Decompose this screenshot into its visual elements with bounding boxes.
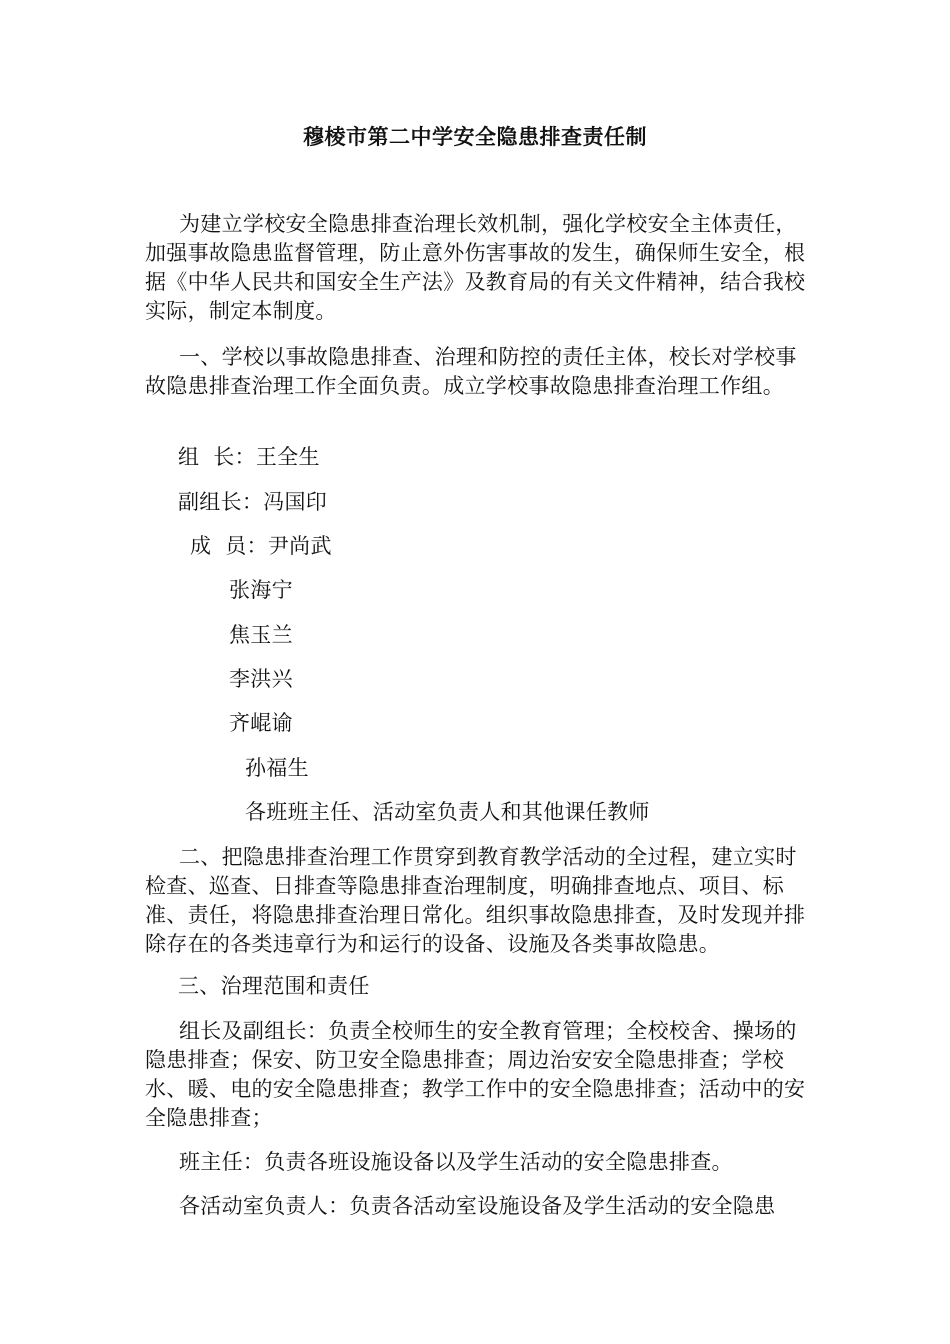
group-deputy: 副组长：冯国印: [178, 490, 328, 514]
section-2-paragraph: 二、把隐患排查治理工作贯穿到教育教学活动的全过程，建立实时检查、巡查、日排查等隐患排查治理制度，明确排查地点、项目、标准、责任，将隐患排查治理日常化。组织事故隐患排查，及时发现并排除存在的各类违章行为和运行的设备、设施及各类事故隐患。: [145, 845, 806, 956]
section-1-paragraph: 一、学校以事故隐患排查、治理和防控的责任主体，校长对学校事故隐患排查治理工作全面负责。成立学校事故隐患排查治理工作组。: [145, 345, 797, 398]
intro-paragraph: 为建立学校安全隐患排查治理长效机制，强化学校安全主体责任，加强事故隐患监督管理，防止意外伤害事故的发生，确保师生安全，根据《中华人民共和国安全生产法》及教育局的有关文件精神，结合我校实际，制定本制度。: [145, 212, 806, 323]
teacher-duty-paragraph: 班主任：负责各班设施设备以及学生活动的安全隐患排查。: [179, 1150, 733, 1174]
group-member-first: 成 员：尹尚武: [190, 534, 332, 558]
group-member: 孙福生: [245, 756, 309, 780]
document-title: 穆棱市第二中学安全隐患排查责任制: [303, 125, 647, 149]
section-3-heading: 三、治理范围和责任: [178, 974, 370, 998]
group-member-others: 各班班主任、活动室负责人和其他课任教师: [245, 800, 650, 824]
group-member: 李洪兴: [229, 667, 293, 691]
group-member: 齐崐谕: [229, 711, 293, 735]
group-member: 张海宁: [229, 578, 293, 602]
group-member: 焦玉兰: [229, 623, 293, 647]
group-leader: 组 长：王全生: [178, 445, 320, 469]
activity-duty-paragraph: 各活动室负责人：负责各活动室设施设备及学生活动的安全隐患: [179, 1194, 776, 1218]
leaders-duty-paragraph: 组长及副组长：负责全校师生的安全教育管理；全校校舍、操场的隐患排查；保安、防卫安全隐患排查；周边治安安全隐患排查；学校水、暖、电的安全隐患排查；教学工作中的安全隐患排查；活动中的安全隐患排查；: [145, 1019, 806, 1130]
